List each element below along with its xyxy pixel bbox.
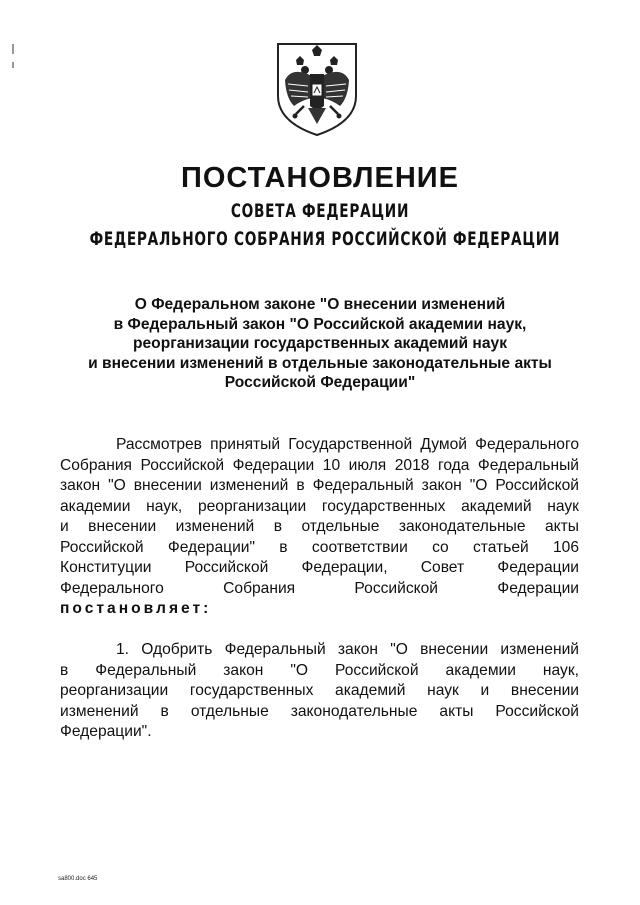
coat-of-arms-icon xyxy=(272,40,362,138)
resolves-word: постановляет: xyxy=(60,600,212,617)
document-subject xyxy=(40,295,600,393)
subject-line: реорганизации государственных академий наук xyxy=(132,335,508,352)
paragraph-line: Федерального Собрания Российской Федерации xyxy=(60,579,579,597)
paragraph-line: академии наук, реорганизации государственных академий наук xyxy=(60,497,579,515)
paragraph-line: Федерации". xyxy=(60,723,152,740)
paragraph-line: Российской Федерации" в соответствии со статьей 106 xyxy=(60,538,579,556)
paragraph-1 xyxy=(60,435,579,620)
scan-mark xyxy=(12,44,14,54)
paragraph-2 xyxy=(60,640,579,743)
paragraph-line: Собрания Российской Федерации 10 июля 2018 года Федеральный xyxy=(60,456,579,474)
subject-line: и внесении изменений в отдельные законодательные акты xyxy=(88,354,552,372)
scan-mark xyxy=(12,62,14,68)
paragraph-line: и внесении изменений в отдельные законодательные акты xyxy=(60,518,579,535)
paragraph-line: Конституции Российской Федерации, Совет Федерации xyxy=(60,559,579,576)
resolves-line xyxy=(60,599,579,620)
document-subtitle-line-2: ФЕДЕРАЛЬНОГО СОБРАНИЯ РОССИЙСКОЙ ФЕДЕРАЦИИ xyxy=(89,228,561,250)
subject-line: О Федеральном законе "О внесении изменений xyxy=(134,296,506,313)
paragraph-line: в Федеральный закон "О Российской академии наук, xyxy=(60,661,579,679)
document-title: ПОСТАНОВЛЕНИЕ xyxy=(181,162,459,194)
subject-line: в Федеральный закон "О Российской академии наук, xyxy=(113,315,527,333)
paragraph-line: закон "О внесении изменений в Федеральный закон "О Российской xyxy=(60,477,579,494)
paragraph-line: Рассмотрев принятый Государственной Думой Федерального xyxy=(116,436,579,453)
subject-line: Российской Федерации" xyxy=(224,374,416,391)
paragraph-line: реорганизации государственных академий наук и внесении xyxy=(60,682,579,699)
file-reference: sa800.doc 645 xyxy=(58,876,98,882)
document-subtitle-line-1: СОВЕТА ФЕДЕРАЦИИ xyxy=(230,200,410,222)
paragraph-line: 1. Одобрить Федеральный закон "О внесении изменений xyxy=(116,641,579,658)
paragraph-line: изменений в отдельные законодательные акты Российской xyxy=(60,702,579,720)
